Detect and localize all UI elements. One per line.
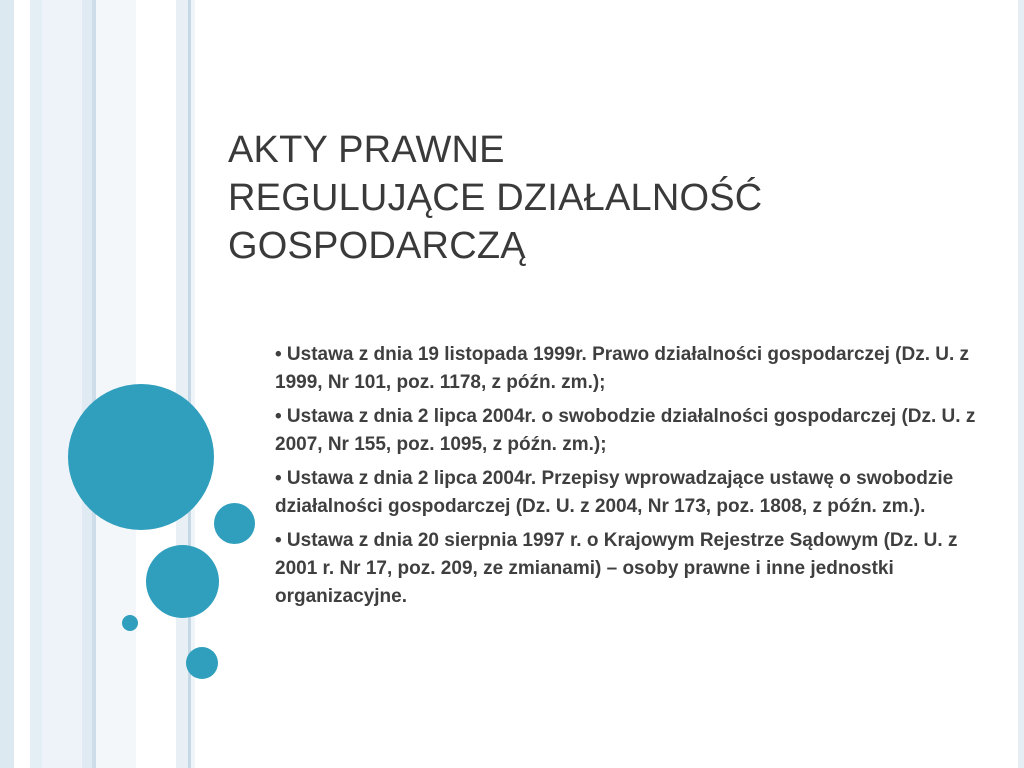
slide-title [228, 126, 988, 270]
decor-circle-medium [214, 503, 255, 544]
title-line: GOSPODARCZĄ [228, 225, 526, 267]
decor-stripe [30, 0, 42, 768]
bullet-item: • Ustawa z dnia 2 lipca 2004r. Przepisy wprowadzające ustawę o swobodzie działalności gospodarczej (Dz. U. z 2004, Nr 173, poz. 1808, z późn. zm.). [275, 468, 954, 517]
bullet-list [275, 341, 985, 617]
bullet-item: • Ustawa z dnia 2 lipca 2004r. o swobodzie działalności gospodarczej (Dz. U. z 2007, Nr 155, poz. 1095, z późn. zm.); [275, 406, 976, 455]
decor-stripe [0, 0, 14, 768]
bullet-item: • Ustawa z dnia 20 sierpnia 1997 r. o Krajowym Rejestrze Sądowym (Dz. U. z 2001 r. Nr 17, poz. 209, ze zmianami) – osoby prawne i inne jednostki organizacyjne. [275, 530, 958, 607]
decor-circle-medium [146, 545, 219, 618]
decor-circle-small [186, 647, 218, 679]
bullet-item: • Ustawa z dnia 19 listopada 1999r. Prawo działalności gospodarczej (Dz. U. z 1999, Nr 101, poz. 1178, z późn. zm.); [275, 344, 970, 393]
decor-circle-large [68, 384, 214, 530]
decor-stripe [42, 0, 82, 768]
title-line: AKTY PRAWNE [228, 129, 505, 171]
decor-circle-small [122, 615, 138, 631]
decor-stripe-right [1018, 0, 1024, 768]
decor-stripe [176, 0, 188, 768]
decor-stripe [14, 0, 30, 768]
title-line: REGULUJĄCE DZIAŁALNOŚĆ [228, 177, 763, 219]
decor-stripe [82, 0, 92, 768]
